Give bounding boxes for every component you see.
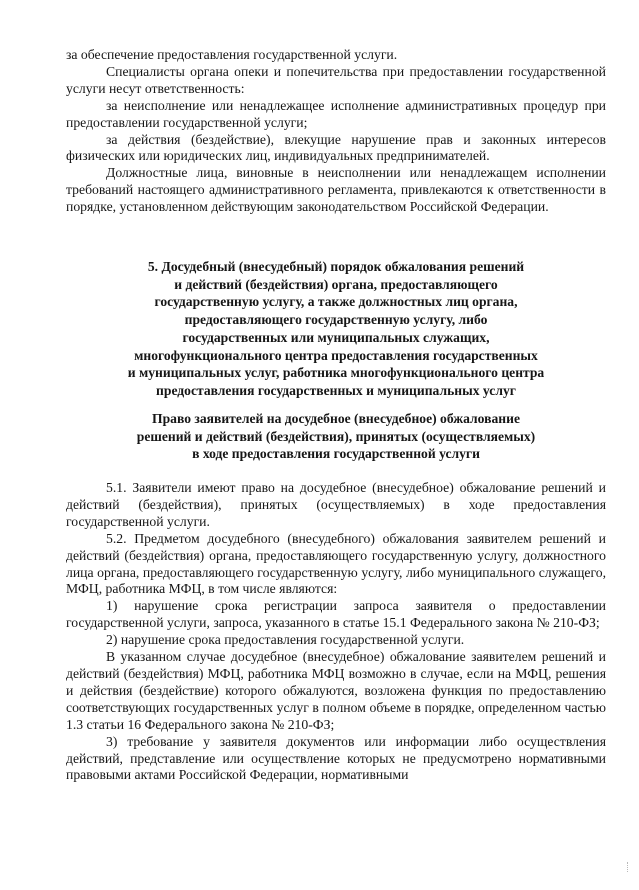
responsibility-block — [66, 47, 606, 216]
paragraph: В указанном случае досудебное (внесудебное) обжалование заявителем решений и действий (бездействия) МФЦ, работника МФЦ возможно в случае, если на МФЦ, решения и действия (бездействие) которого обжалуются, возложена функция по предоставлению соответствующих государственных услуг в полном объеме в порядке, определенном частью 1.3 статьи 16 Федерального закона № 210-ФЗ; — [66, 649, 606, 732]
paragraph: 2) нарушение срока предоставления государственной услуги. — [106, 632, 465, 648]
paragraph: Должностные лица, виновные в неисполнении или ненадлежащем исполнении требований настоящего административного регламента, привлекаются к ответственности в порядке, установленном действующим законодательством Российской Федерации. — [66, 165, 606, 215]
section-heading-line: государственную услугу, а также должностных лиц органа, — [154, 294, 518, 310]
section-heading-line: предоставляющего государственную услугу, либо — [184, 312, 488, 328]
section-heading-line: 5. Досудебный (внесудебный) порядок обжалования решений — [147, 259, 525, 274]
subsection-heading — [66, 410, 606, 463]
appeal-rights-block — [66, 480, 606, 784]
section-heading — [66, 258, 606, 400]
paragraph: за неисполнение или ненадлежащее исполнение административных процедур при предоставлении государственной услуги; — [66, 97, 606, 130]
paragraph: за обеспечение предоставления государственной услуги. — [66, 47, 398, 62]
subsection-heading-line: решений и действий (бездействия), принятых (осуществляемых) — [136, 428, 536, 444]
subsection-heading-line: в ходе предоставления государственной услуги — [192, 446, 480, 462]
section-heading-line: и муниципальных услуг, работника многофункционального центра — [127, 365, 545, 381]
paragraph: 5.1. Заявители имеют право на досудебное (внесудебное) обжалование решений и действий (бездействия), принятых (осуществляемых) в ходе предоставления государственной услуги. — [66, 480, 606, 529]
section-heading-line: государственных или муниципальных служащих, — [182, 329, 490, 345]
section-heading-line: и действий (бездействия) органа, предоставляющего — [174, 276, 498, 292]
paragraph: Специалисты органа опеки и попечительства при предоставлении государственной услуги несут ответственность: — [66, 63, 606, 96]
section-heading-line: многофункционального центра предоставления государственных — [134, 347, 538, 363]
subsection-heading-line: Право заявителей на досудебное (внесудебное) обжалование — [152, 411, 520, 426]
paragraph: 3) требование у заявителя документов или информации либо осуществления действий, представление или осуществление которых не предусмотрено нормативными правовыми актами Российской Федерации, нормативными — [66, 733, 606, 783]
paragraph: 1) нарушение срока регистрации запроса заявителя о предоставлении государственной услуги, запроса, указанного в статье 15.1 Федерального закона № 210-ФЗ; — [66, 598, 606, 631]
scan-edge-mark — [627, 862, 630, 872]
paragraph: за действия (бездействие), влекущие нарушение прав и законных интересов физических или юридических лиц, индивидуальных предпринимателей. — [66, 131, 606, 164]
section-heading-line: предоставления государственных и муниципальных услуг — [156, 382, 516, 398]
paragraph: 5.2. Предметом досудебного (внесудебного) обжалования заявителем решений и действий (бездействия) органа, предоставляющего государственную услугу, должностного лица органа, предоставляющего государственную услугу, либо муниципального служащего, МФЦ, работника МФЦ, в том числе являются: — [66, 530, 606, 597]
